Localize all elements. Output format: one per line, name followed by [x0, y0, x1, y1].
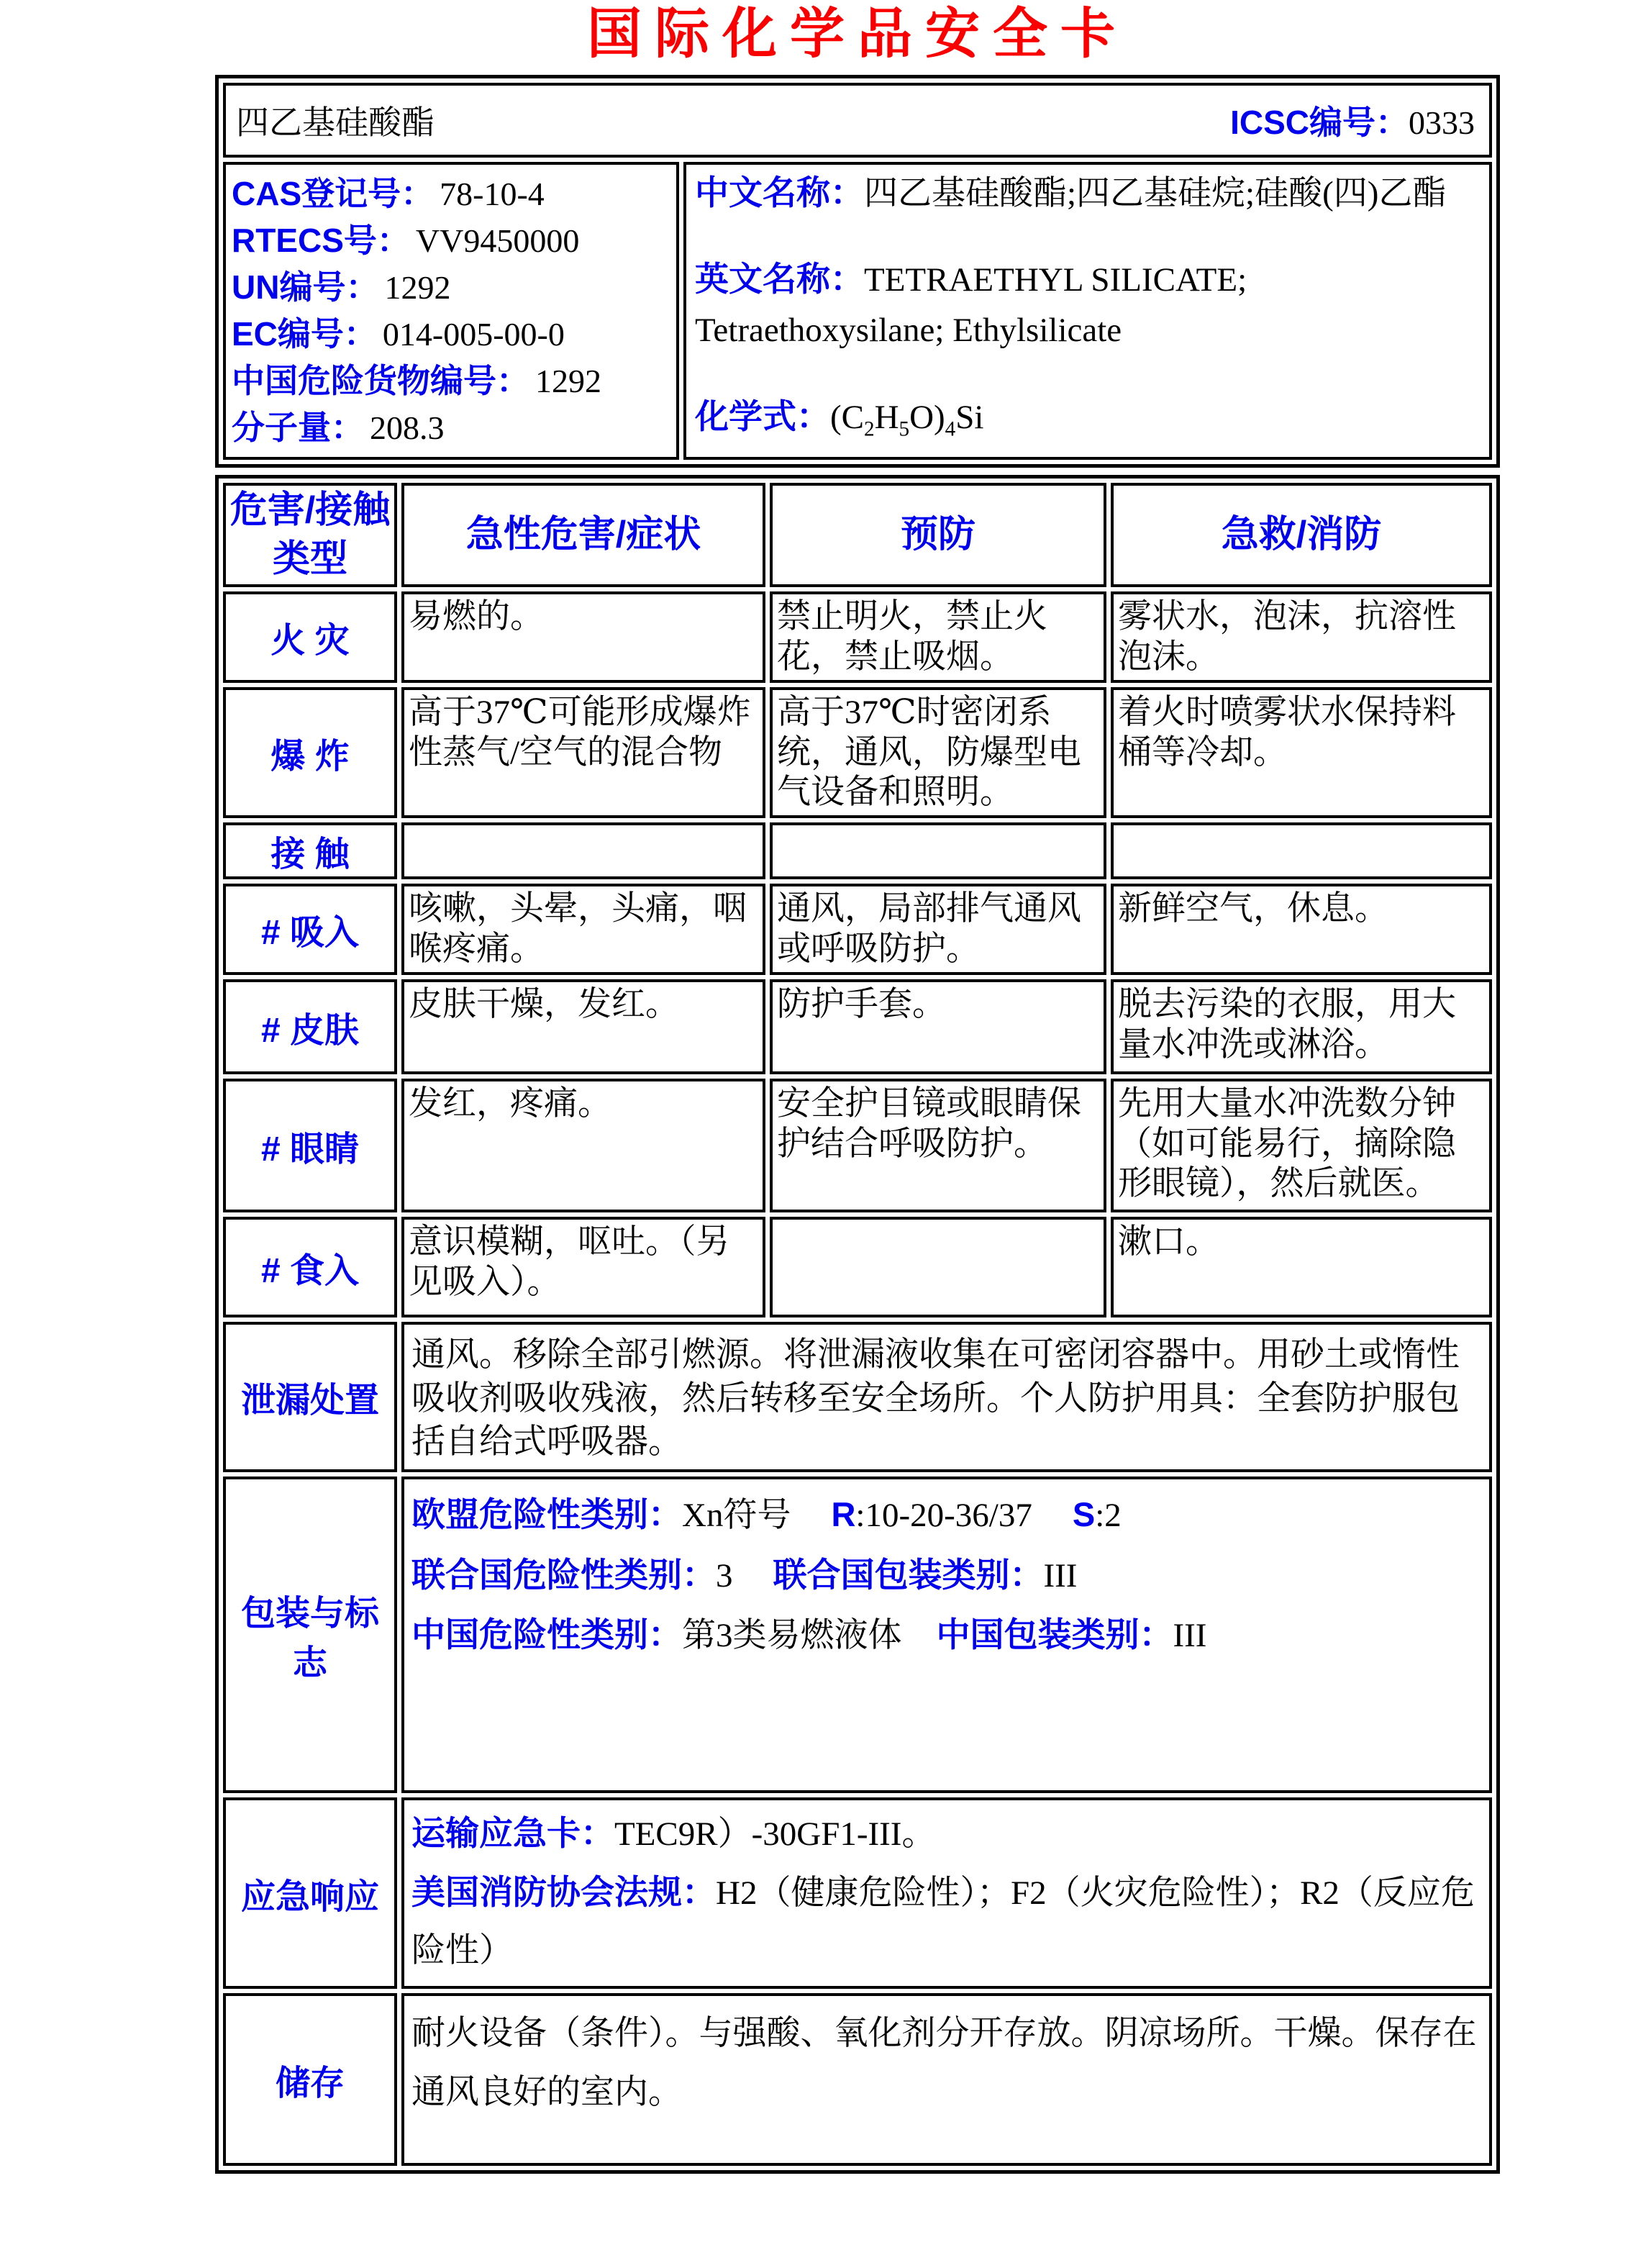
table-row-storage	[223, 1993, 1492, 2166]
ingestion-response-cell: 漱口。	[1111, 1217, 1492, 1317]
skin-prevention-cell: 防护手套。	[770, 979, 1106, 1074]
chemical-formula: $(C_2H_5O)_4Si$	[830, 398, 984, 440]
icsc-number-label: ICSC编号：	[1230, 104, 1409, 141]
cas-number-line: CAS登记号： 78-10-4	[232, 175, 545, 212]
column-header-hazard-type: 危害/接触 类型	[223, 483, 397, 587]
fire-row-label: 火 灾	[223, 591, 397, 683]
tec-line: 运输应急卡：TEC9R）-30GF1-III。	[411, 1813, 936, 1853]
un-number-line: UN编号： 1292	[232, 268, 451, 306]
eye-response-cell: 先用大量水冲洗数分钟（如可能易行，摘除隐形眼镜），然后就医。	[1111, 1079, 1492, 1212]
emergency-text-cell	[401, 1797, 1492, 1989]
table-row-explosion	[223, 687, 1492, 818]
storage-row-label: 储存	[223, 1993, 397, 2166]
eu-class-line: 欧盟危险性类别：Xn符号 R:10-20-36/37 S:2	[411, 1494, 1122, 1534]
contact-row-label: 接 触	[223, 822, 397, 879]
table-row-spill-disposal	[223, 1322, 1492, 1471]
icsc-number	[1230, 96, 1475, 144]
hazard-table	[215, 475, 1500, 2174]
english-name-line: 英文名称：TETRAETHYL SILICATE; Tetraethoxysilane; Ethylsilicate	[695, 260, 1247, 350]
inhalation-symptoms-cell: 咳嗽，头晕，头痛，咽喉疼痛。	[401, 884, 765, 975]
fire-prevention-cell: 禁止明火，禁止火花，禁止吸烟。	[770, 591, 1106, 683]
hazard-table-header-row	[223, 483, 1492, 587]
explosion-prevention-cell: 高于37℃时密闭系统，通风，防爆型电气设备和照明。	[770, 687, 1106, 818]
ingestion-prevention-cell	[770, 1217, 1106, 1317]
table-row-skin	[223, 979, 1492, 1074]
table-row-emergency-response	[223, 1797, 1492, 1989]
inhalation-prevention-cell: 通风，局部排气通风或呼吸防护。	[770, 884, 1106, 975]
contact-symptoms-cell	[401, 822, 765, 879]
column-header-symptoms: 急性危害/症状	[401, 483, 765, 587]
eye-prevention-cell: 安全护目镜或眼睛保护结合呼吸防护。	[770, 1079, 1106, 1212]
fire-symptoms-cell: 易燃的。	[401, 591, 765, 683]
fire-response-cell: 雾状水，泡沫，抗溶性泡沫。	[1111, 591, 1492, 683]
substance-header-table	[215, 75, 1500, 468]
substance-info-row	[223, 162, 1492, 460]
rtecs-number-line: RTECS号： VV9450000	[232, 222, 580, 259]
skin-symptoms-cell: 皮肤干燥，发红。	[401, 979, 765, 1074]
spill-text-cell: 通风。移除全部引燃源。将泄漏液收集在可密闭容器中。用砂土或惰性吸收剂吸收残液，然后转移至安全场所。个人防护用具：全套防护服包括自给式呼吸器。	[401, 1322, 1492, 1471]
packaging-row-label: 包装与标志	[223, 1477, 397, 1793]
registry-numbers-cell	[223, 162, 679, 460]
ingestion-row-label: # 食入	[223, 1217, 397, 1317]
ec-number-line: EC编号： 014-005-00-0	[232, 315, 565, 353]
contact-prevention-cell	[770, 822, 1106, 879]
inhalation-row-label: # 吸入	[223, 884, 397, 975]
skin-response-cell: 脱去污染的衣服，用大量水冲洗或淋浴。	[1111, 979, 1492, 1074]
eye-row-label: # 眼睛	[223, 1079, 397, 1212]
ingestion-symptoms-cell: 意识模糊，呕吐。（另见吸入）。	[401, 1217, 765, 1317]
eye-symptoms-cell: 发红，疼痛。	[401, 1079, 765, 1212]
icsc-number-value: 0333	[1409, 104, 1475, 141]
table-row-packaging-labelling	[223, 1477, 1492, 1793]
skin-row-label: # 皮肤	[223, 979, 397, 1074]
table-row-contact	[223, 822, 1492, 879]
storage-text-cell: 耐火设备（条件）。与强酸、氧化剂分开存放。阴凉场所。干燥。保存在通风良好的室内。	[401, 1993, 1492, 2166]
chinese-name-line: 中文名称：四乙基硅酸酯;四乙基硅烷;硅酸(四)乙酯	[695, 173, 1447, 212]
column-header-prevention: 预防	[770, 483, 1106, 587]
substance-name-cell	[223, 83, 1492, 158]
un-class-line: 联合国危险性类别：3 联合国包装类别：III	[411, 1555, 1078, 1595]
substance-name: 四乙基硅酸酯	[236, 104, 435, 141]
explosion-symptoms-cell: 高于37℃可能形成爆炸性蒸气/空气的混合物	[401, 687, 765, 818]
explosion-row-label: 爆 炸	[223, 687, 397, 818]
names-formula-cell	[683, 162, 1492, 460]
chemical-formula-line: 化学式：$(C_2H_5O)_4Si$	[695, 396, 984, 440]
column-header-firstaid: 急救/消防	[1111, 483, 1492, 587]
emergency-row-label: 应急响应	[223, 1797, 397, 1989]
explosion-response-cell: 着火时喷雾状水保持料桶等冷却。	[1111, 687, 1492, 818]
page-title: 国际化学品安全卡	[587, 4, 1128, 65]
table-row-fire	[223, 591, 1492, 683]
contact-response-cell	[1111, 822, 1492, 879]
china-dg-number-line: 中国危险货物编号： 1292	[232, 362, 601, 399]
table-row-ingestion	[223, 1217, 1492, 1317]
nfpa-line: 美国消防协会法规：H2（健康危险性）；F2（火灾危险性）；R2（反应危险性）	[411, 1872, 1475, 1970]
substance-name-row	[223, 83, 1492, 158]
spill-row-label: 泄漏处置	[223, 1322, 397, 1471]
molecular-weight-line: 分子量： 208.3	[232, 409, 445, 446]
table-row-eye	[223, 1079, 1492, 1212]
packaging-text-cell	[401, 1477, 1492, 1793]
table-row-inhalation	[223, 884, 1492, 975]
cn-class-line: 中国危险性类别：第3类易燃液体 中国包装类别：III	[411, 1615, 1207, 1655]
inhalation-response-cell: 新鲜空气，休息。	[1111, 884, 1492, 975]
